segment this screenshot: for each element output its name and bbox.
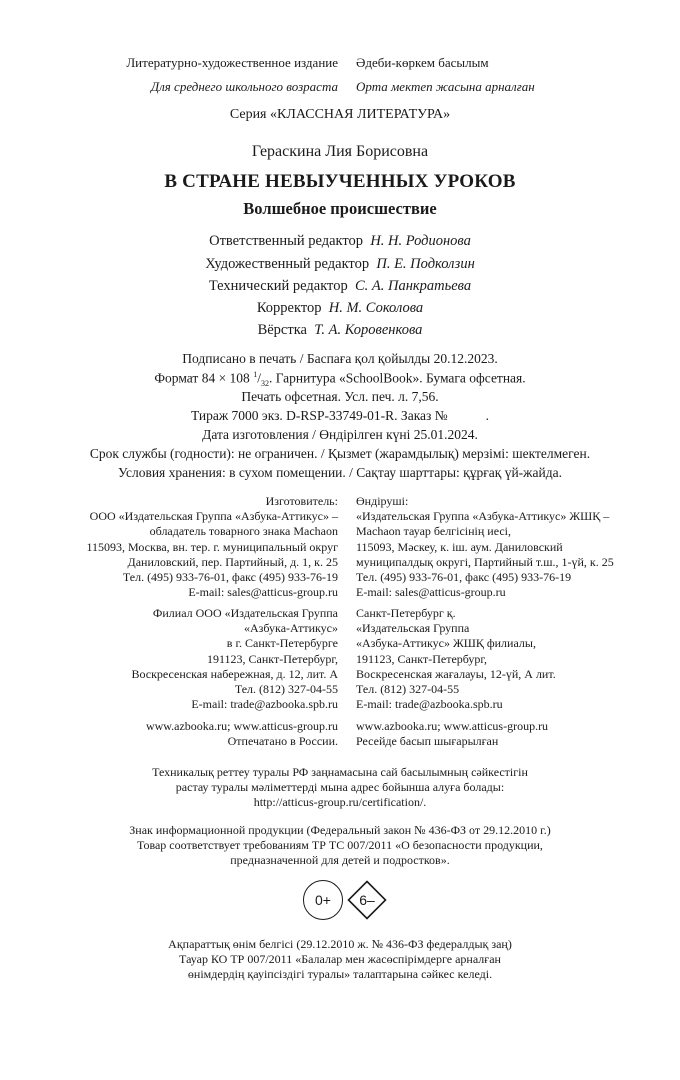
imprint-line: Тел. (812) 327-04-55: [356, 681, 460, 696]
imprint-line: Отпечатано в России.: [227, 734, 338, 749]
edition-age-ru: Для среднего школьного возраста: [150, 79, 338, 94]
imprint-line: «Азбука-Аттикус» ЖШҚ филиалы,: [356, 636, 536, 651]
websites-ru: [146, 719, 338, 749]
credit-role: Вёрстка: [257, 322, 307, 338]
credit-name: Н. Н. Родионова: [370, 233, 471, 249]
imprint-line: www.azbooka.ru; www.atticus-group.ru: [356, 719, 549, 733]
imprint-line: www.azbooka.ru; www.atticus-group.ru: [145, 719, 338, 733]
run-end: .: [485, 408, 490, 423]
credit-role: Технический редактор: [208, 278, 348, 294]
credit-name: Н. М. Соколова: [328, 300, 424, 316]
imprint-line: «Издательская Группа «Азбука-Аттикус» ЖШҚ –: [356, 509, 610, 524]
imprint-line: Ресейде басып шығарылған: [356, 734, 499, 749]
branch-ru: [131, 606, 338, 712]
book-subtitle: Волшебное происшествие: [243, 199, 437, 218]
signed-line: Подписано в печать / Баспаға қол қойылды 20.12.2023.: [182, 351, 498, 366]
imprint-line: 191123, Санкт-Петербург,: [356, 651, 487, 666]
imprint-line: 115093, Мәскеу, к. іш. аум. Даниловский: [356, 539, 563, 554]
certification-url: http://atticus-group.ru/certification/.: [253, 795, 427, 809]
kz-mark-line: өнімдердің қауіпсіздігі туралы» талаптарына сәйкес келеді.: [187, 967, 493, 981]
format-text-b: . Гарнитура «SchoolBook». Бумага офсетная.: [268, 370, 526, 386]
format-line: [0, 370, 680, 388]
credit-line: [0, 278, 680, 295]
info-mark-line: Знак информационной продукции (Федеральный закон № 436-ФЗ от 29.12.2010 г.): [129, 823, 551, 837]
credit-role: Корректор: [256, 300, 322, 316]
credit-line: [0, 256, 680, 273]
imprint-line: E-mail: sales@atticus-group.ru: [356, 585, 506, 600]
credit-role: Ответственный редактор: [209, 233, 364, 249]
certification-line: Техникалық реттеу туралы РФ заңнамасына сай басылымның сәйкестігін: [152, 765, 528, 779]
credit-role: Художественный редактор: [205, 256, 370, 272]
print-line: Печать офсетная. Усл. печ. л. 7,56.: [241, 389, 439, 404]
author-name: Гераскина Лия Борисовна: [251, 143, 429, 160]
imprint-line: Тел. (495) 933-76-01, факс (495) 933-76-19: [122, 569, 338, 584]
age-badge-diamond: [347, 880, 387, 920]
imprint-line: Воскресенская жағалауы, 12-үй, А лит.: [356, 666, 556, 681]
imprint-line: Тел. (495) 933-76-01, факс (495) 933-76-19: [356, 569, 572, 584]
series-line: Серия «КЛАССНАЯ ЛИТЕРАТУРА»: [229, 107, 451, 122]
age-badge-diamond-label: 6–: [359, 892, 375, 908]
imprint-line: в г. Санкт-Петербурге: [226, 636, 338, 651]
book-title: В СТРАНЕ НЕВЫУЧЕННЫХ УРОКОВ: [164, 171, 516, 192]
edition-type-ru: Литературно-художественное издание: [126, 55, 338, 70]
age-rating-badges: [0, 880, 680, 924]
date-line: Дата изготовления / Өндірілген күні 25.01.2024.: [202, 427, 478, 442]
credit-name: П. Е. Подколзин: [376, 256, 475, 272]
info-mark-line: Товар соответствует требованиям ТР ТС 007/2011 «О безопасности продукции,: [137, 838, 543, 852]
certification-line: растау туралы мәліметтерді мына адрес бойынша алуға болады:: [175, 780, 505, 794]
format-text-a: Формат 84 × 108: [154, 370, 254, 386]
imprint-line: ООО «Издательская Группа «Азбука-Аттикус» –: [89, 509, 338, 524]
format-fraction-sep: /: [257, 370, 261, 386]
websites-kz: [356, 719, 548, 749]
run-text: Тираж 7000 экз. D-RSP-33749-01-R. Заказ №: [190, 408, 448, 423]
imprint-line: Филиал ООО «Издательская Группа: [152, 606, 338, 620]
imprint-line: обладатель товарного знака Machaon: [149, 524, 338, 539]
imprint-line: Machaon тауар белгісінің иесі,: [356, 524, 511, 539]
imprint-line: E-mail: trade@azbooka.spb.ru: [191, 697, 338, 712]
format-fraction-num: 1: [253, 370, 258, 379]
kz-mark-line: Тауар КО ТР 007/2011 «Балалар мен жасөспірімдерге арналған: [179, 952, 501, 966]
imprint-line: Санкт-Петербург қ.: [356, 606, 456, 620]
credit-name: Т. А. Коровенкова: [314, 322, 423, 338]
imprint-line: Изготовитель:: [265, 494, 338, 508]
age-badge-circle-label: 0+: [315, 892, 331, 908]
credit-line: [0, 322, 680, 339]
format-fraction-den: 32: [260, 379, 269, 389]
manufacturer-kz: [356, 494, 614, 600]
imprint-line: «Азбука-Аттикус»: [244, 621, 338, 636]
imprint-line: E-mail: trade@azbooka.spb.ru: [356, 697, 503, 712]
imprint-line: «Издательская Группа: [356, 621, 470, 636]
credit-name: С. А. Панкратьева: [354, 278, 472, 294]
imprint-line: Даниловский, пер. Партийный, д. 1, к. 25: [127, 554, 338, 569]
kz-mark-line: Ақпараттық өнім белгісі (29.12.2010 ж. № 436-ФЗ федералдық заң): [168, 937, 512, 951]
run-line: [0, 408, 680, 424]
credit-line: [0, 233, 680, 250]
info-mark-line: предназначенной для детей и подростков».: [230, 853, 450, 867]
imprint-line: Өндіруші:: [356, 494, 409, 508]
imprint-line: Тел. (812) 327-04-55: [234, 681, 338, 696]
edition-age-kz: Орта мектеп жасына арналған: [356, 79, 535, 94]
credit-line: [0, 300, 680, 317]
imprint-line: 191123, Санкт-Петербург,: [207, 651, 338, 666]
edition-type-kz: Әдеби-көркем басылым: [356, 55, 489, 70]
branch-kz: [356, 606, 556, 712]
imprint-line: муниципалдық округі, Партийный т.ш., 1-үй, к. 25: [356, 554, 614, 569]
storage-line: Условия хранения: в сухом помещении. / Сақтау шарттары: құрғақ үй-жайда.: [118, 465, 562, 480]
manufacturer-ru: [86, 494, 338, 600]
age-badge-circle: [303, 880, 343, 920]
imprint-line: 115093, Москва, вн. тер. г. муниципальный округ: [86, 539, 338, 554]
shelf-life-line: Срок службы (годности): не ограничен. / Қызмет (жарамдылық) мерзімі: шектелмеген.: [89, 446, 591, 461]
imprint-line: E-mail: sales@atticus-group.ru: [188, 585, 338, 600]
imprint-line: Воскресенская набережная, д. 12, лит. А: [131, 666, 338, 681]
